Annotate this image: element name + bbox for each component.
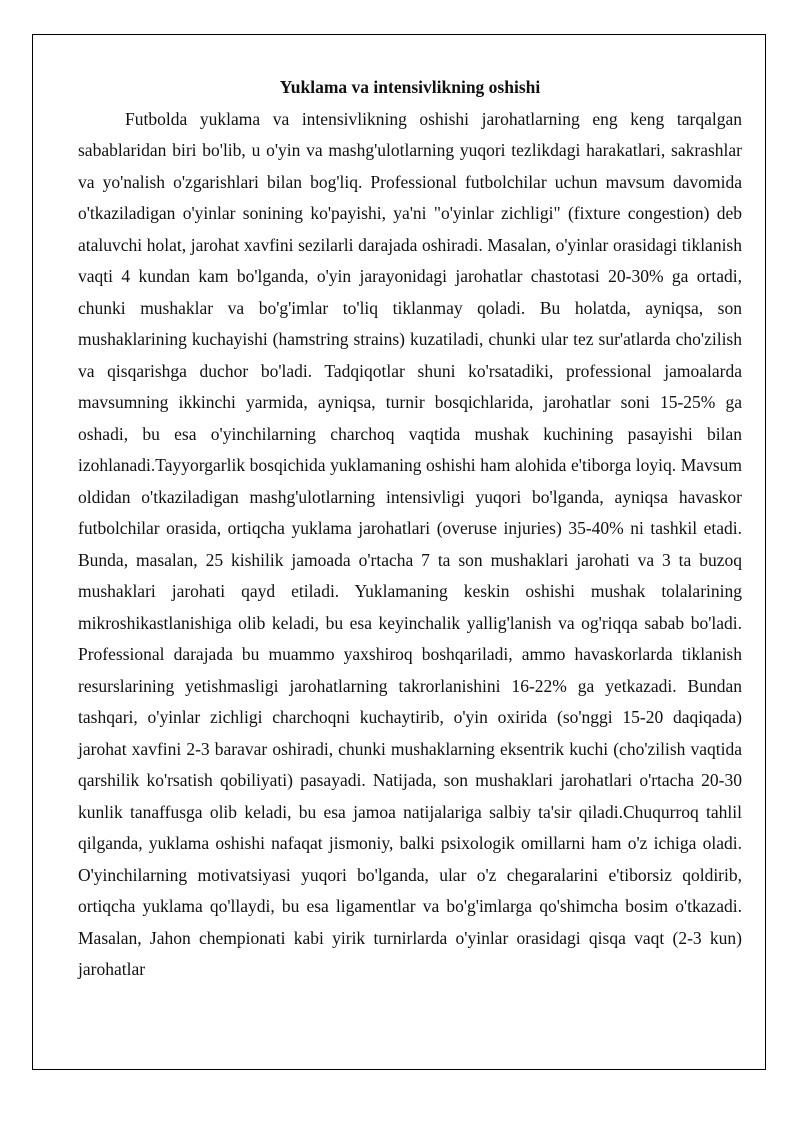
document-body — [78, 72, 742, 986]
body-paragraph: Futbolda yuklama va intensivlikning oshishi jarohatlarning eng keng tarqalgan sabablaridan biri bo'lib, u o'yin va mashg'ulotlarning yuqori tezlikdagi harakatlari, sakrashlar va yo'nalish o'zgarishlari bilan bog'liq. Professional futbolchilar uchun mavsum davomida o'tkaziladigan o'yinlar sonining ko'payishi, ya'ni "o'yinlar zichligi" (fixture congestion) deb ataluvchi holat, jarohat xavfini sezilarli darajada oshiradi. Masalan, o'yinlar orasidagi tiklanish vaqti 4 kundan kam bo'lganda, o'yin jarayonidagi jarohatlar chastotasi 20-30% ga ortadi, chunki mushaklar va bo'g'imlar to'liq tiklanmay qoladi. Bu holatda, ayniqsa, son mushaklarining kuchayishi (hamstring strains) kuzatiladi, chunki ular tez sur'atlarda cho'zilish va qisqarishga duchor bo'ladi. Tadqiqotlar shuni ko'rsatadiki, professional jamoalarda mavsumning ikkinchi yarmida, ayniqsa, turnir bosqichlarida, jarohatlar soni 15-25% ga oshadi, bu esa o'yinchilarning charchoq vaqtida mushak kuchining pasayishi bilan izohlanadi.Tayyorgarlik bosqichida yuklamaning oshishi ham alohida e'tiborga loyiq. Mavsum oldidan o'tkaziladigan mashg'ulotlarning intensivligi yuqori bo'lganda, ayniqsa havaskor futbolchilar orasida, ortiqcha yuklama jarohatlari (overuse injuries) 35-40% ni tashkil etadi. Bunda, masalan, 25 kishilik jamoada o'rtacha 7 ta son mushaklari jarohati va 3 ta buzoq mushaklari jarohati qayd etiladi. Yuklamaning keskin oshishi mushak tolalarining mikroshikastlanishiga olib keladi, bu esa keyinchalik yallig'lanish va og'riqqa sabab bo'ladi. Professional darajada bu muammo yaxshiroq boshqariladi, ammo havaskorlarda tiklanish resurslarining yetishmasligi jarohatlarning takrorlanishini 16-22% ga yetkazadi. Bundan tashqari, o'yinlar zichligi charchoqni kuchaytirib, o'yin oxirida (so'nggi 15-20 daqiqada) jarohat xavfini 2-3 baravar oshiradi, chunki mushaklarning eksentrik kuchi (cho'zilish vaqtida qarshilik ko'rsatish qobiliyati) pasayadi. Natijada, son mushaklari jarohatlari o'rtacha 20-30 kunlik tanaffusga olib keladi, bu esa jamoa natijalariga salbiy ta'sir qiladi.Chuqurroq tahlil qilganda, yuklama oshishi nafaqat jismoniy, balki psixologik omillarni ham o'z ichiga oladi. O'yinchilarning motivatsiyasi yuqori bo'lganda, ular o'z chegaralarini e'tiborsiz qoldirib, ortiqcha yuklama qo'llaydi, bu esa ligamentlar va bo'g'imlarga qo'shimcha bosim o'tkazadi. Masalan, Jahon chempionati kabi yirik turnirlarda o'yinlar orasidagi qisqa vaqt (2-3 kun) jarohatlar — [78, 108, 742, 979]
document-title: Yuklama va intensivlikning oshishi — [279, 77, 541, 97]
